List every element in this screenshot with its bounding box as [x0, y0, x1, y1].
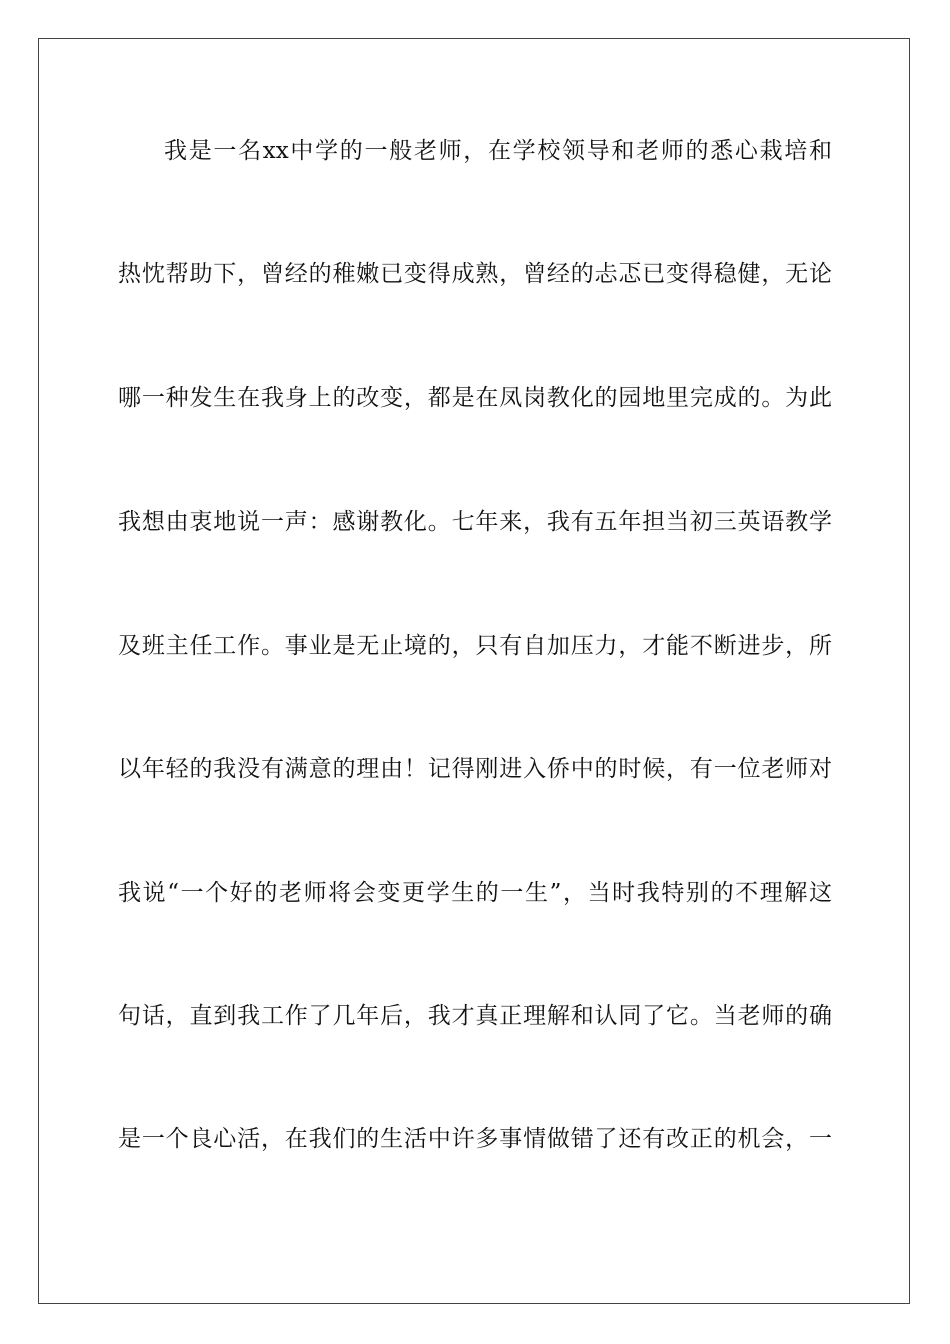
- text-line: 是一个良心活，在我们的生活中许多事情做错了还有改正的机会，一: [118, 1126, 832, 1152]
- text-line: 我想由衷地说一声：感谢教化。七年来，我有五年担当初三英语教学: [118, 509, 832, 535]
- text-line: 以年轻的我没有满意的理由！记得刚进入侨中的时候，有一位老师对: [118, 756, 832, 782]
- text-line: 热忱帮助下，曾经的稚嫩已变得成熟，曾经的忐忑已变得稳健，无论: [118, 261, 832, 287]
- text-line: 句话，直到我工作了几年后，我才真正理解和认同了它。当老师的确: [118, 1003, 832, 1029]
- text-line: 我说“一个好的老师将会变更学生的一生”，当时我特别的不理解这: [118, 880, 832, 906]
- text-line: 哪一种发生在我身上的改变，都是在凤岗教化的园地里完成的。为此: [118, 385, 832, 411]
- page-border: [38, 38, 910, 1304]
- text-line: 我是一名xx中学的一般老师，在学校领导和老师的悉心栽培和: [164, 138, 832, 164]
- text-line: 及班主任工作。事业是无止境的，只有自加压力，才能不断进步，所: [118, 633, 832, 659]
